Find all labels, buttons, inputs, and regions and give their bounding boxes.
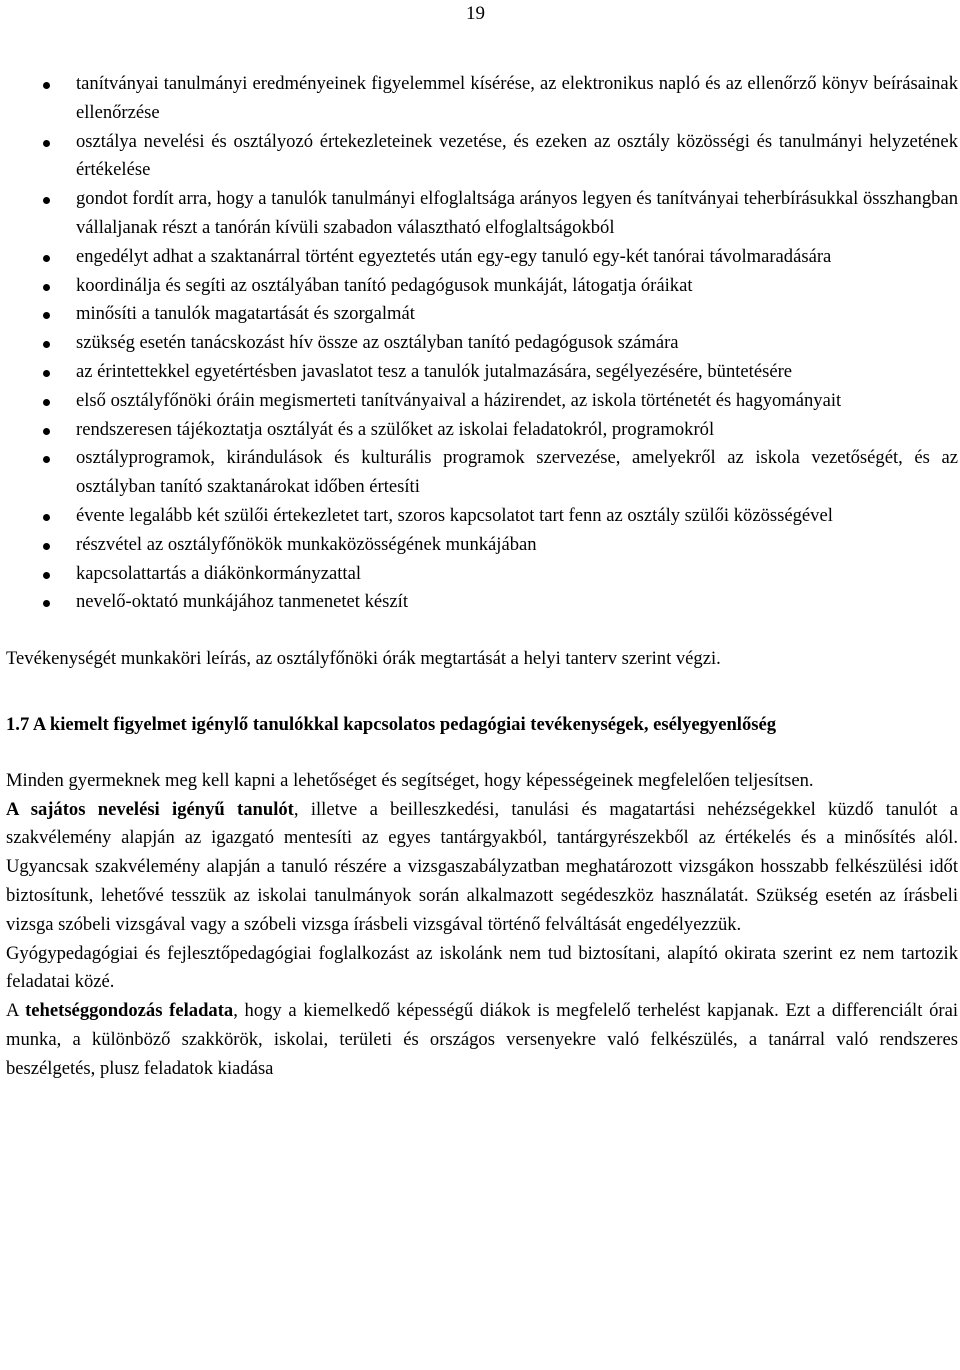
bullet-icon: [43, 255, 50, 262]
page-number: 19: [466, 3, 485, 24]
gyogy-paragraph: Gyógypedagógiai és fejlesztőpedagógiai foglalkozást az iskolánk nem tud biztosítani, alapító okirata szerint ez nem tartozik feladatai közé.: [6, 942, 958, 993]
bullet-icon: [43, 140, 50, 147]
list-item: szükség esetén tanácskozást hív össze az osztályban tanító pedagógusok számára: [6, 329, 958, 358]
bullet-icon: [43, 543, 50, 550]
list-item: engedélyt adhat a szaktanárral történt egyeztetés után egy-egy tanuló egy-két tanórai távolmaradására: [6, 243, 958, 272]
bullet-icon: [43, 572, 50, 579]
sni-paragraph: [6, 796, 958, 940]
list-item: nevelő-oktató munkájához tanmenetet készít: [6, 588, 958, 617]
document-body: [6, 70, 958, 1084]
bullet-icon: [43, 312, 50, 319]
list-item: koordinálja és segíti az osztályában tanító pedagógusok munkáját, látogatja óráikat: [6, 272, 958, 301]
section-body: [6, 767, 958, 1084]
intro-paragraph: Minden gyermeknek meg kell kapni a lehetőséget és segítséget, hogy képességeinek megfelelően teljesítsen.: [6, 769, 814, 791]
list-item: osztályprogramok, kirándulások és kulturális programok szervezése, amelyekről az iskola vezetőségét, és az osztályban tanító szaktanárokat időben értesíti: [6, 444, 958, 502]
tehetseg-text: , hogy a kiemelkedő képességű diákok is megfelelő terhelést kapjanak. Ezt a differenciált órai munka, a különböző szakkörök, iskolai, területi és országos versenyekre való felkészülés, a tanárral való rendszeres beszélgetés, plusz feladatok kiadása: [6, 1000, 958, 1079]
sni-text: , illetve a beilleszkedési, tanulási és magatartási nehézségekkel küzdő tanulót a szakvélemény alapján az igazgató mentesíti az egyes tantárgyakból, tantárgyrészekből az értékelés és a minősítés alól. Ugyancsak szakvélemény alapján a tanuló részére a vizsgaszabályzatban meghatározott vizsgákon hosszabb felkészülési időt biztosítunk, lehetővé tesszük az iskolai tanulmányok során alkalmazott segédeszköz használatát. Szükség esetén az írásbeli vizsga szóbeli vizsgával vagy a szóbeli vizsga írásbeli vizsgával történő felváltását engedélyezzük.: [6, 798, 958, 935]
sni-bold-text: A sajátos nevelési igényű tanulót: [6, 798, 294, 820]
list-item: gondot fordít arra, hogy a tanulók tanulmányi elfoglaltsága arányos legyen és tanítványai teherbírásukkal összhangban vállaljanak részt a tanórán kívüli szabadon választható elfoglaltságokból: [6, 185, 958, 243]
bullet-icon: [43, 197, 50, 204]
section-heading: 1.7 A kiemelt figyelmet igénylő tanulókkal kapcsolatos pedagógiai tevékenységek, esélyegyenlőség: [6, 713, 777, 735]
bullet-icon: [43, 284, 50, 291]
tehetseg-paragraph: [6, 997, 958, 1083]
duties-list: [6, 70, 958, 617]
bullet-icon: [43, 82, 50, 89]
bullet-icon: [43, 370, 50, 377]
bullet-icon: [43, 456, 50, 463]
list-item: részvétel az osztályfőnökök munkaközösségének munkájában: [6, 531, 958, 560]
bullet-icon: [43, 600, 50, 607]
list-item: osztálya nevelési és osztályozó értekezleteinek vezetése, és ezeken az osztály közösségi és tanulmányi helyzetének értékelése: [6, 128, 958, 186]
list-item: első osztályfőnöki óráin megismerteti tanítványaival a házirendet, az iskola történetét és hagyományait: [6, 387, 958, 416]
bullet-icon: [43, 399, 50, 406]
list-item: évente legalább két szülői értekezletet tart, szoros kapcsolatot tart fenn az osztály szülői közösségével: [6, 502, 958, 531]
list-item: rendszeresen tájékoztatja osztályát és a szülőket az iskolai feladatokról, programokról: [6, 416, 958, 445]
list-item: az érintettekkel egyetértésben javaslatot tesz a tanulók jutalmazására, segélyezésére, büntetésére: [6, 358, 958, 387]
list-item: tanítványai tanulmányi eredményeinek figyelemmel kísérése, az elektronikus napló és az ellenőrző könyv beírásainak ellenőrzése: [6, 70, 958, 128]
tehetseg-bold-text: tehetséggondozás feladata: [25, 1000, 234, 1022]
tehetseg-prefix: A: [6, 1000, 26, 1022]
summary-paragraph: Tevékenységét munkaköri leírás, az osztályfőnöki órák megtartását a helyi tanterv szerint végzi.: [6, 648, 721, 670]
bullet-icon: [43, 428, 50, 435]
list-item: minősíti a tanulók magatartását és szorgalmát: [6, 300, 958, 329]
bullet-icon: [43, 514, 50, 521]
bullet-icon: [43, 341, 50, 348]
list-item: kapcsolattartás a diákönkormányzattal: [6, 560, 958, 589]
